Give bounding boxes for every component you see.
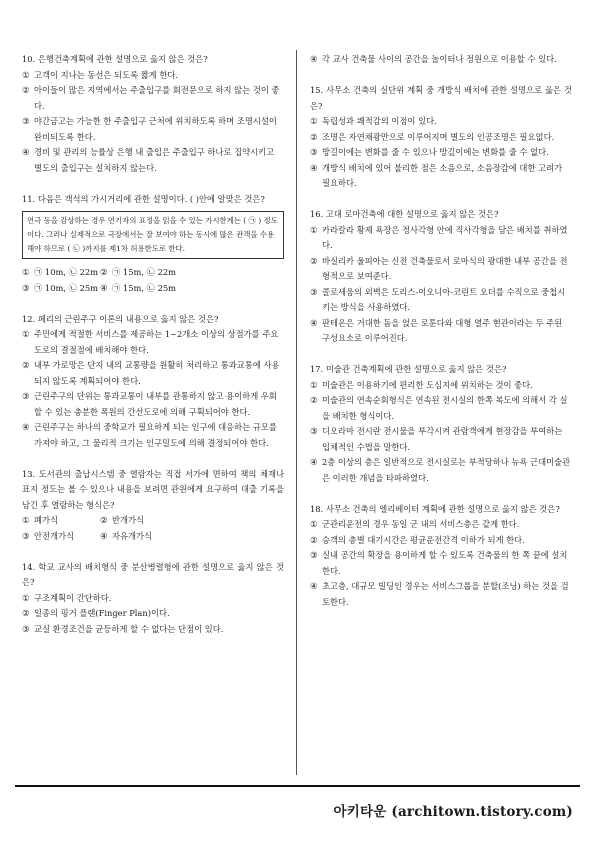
option-number: ③ [22, 623, 30, 634]
column-divider [296, 50, 297, 775]
answer-option [310, 378, 572, 394]
option-text: 실내 공간의 확장을 용이하게 할 수 있도록 건축물의 한 쪽 끝에 설치한다. [322, 550, 568, 576]
footer-rule [15, 785, 580, 787]
option-number: ② [310, 255, 318, 266]
option-text: 콜로세움의 외벽은 도리스-이오니아-코린트 오더를 수직으로 중첩시키는 방식을 사용하였다. [322, 286, 566, 312]
right-column [310, 52, 572, 626]
option-text: 구조계획이 간단하다. [34, 592, 112, 603]
option-number: ② [310, 534, 318, 545]
option-number: ③ [310, 550, 318, 560]
question-block [22, 192, 284, 297]
option-number: ② [22, 360, 30, 370]
option-text: 미술관은 이용하기에 편리한 도심지에 위치하는 것이 좋다. [322, 379, 533, 390]
option-text: 경비 및 관리의 능률상 은행 내 출입은 주출입구 하나로 집약시키고 별도의 출입구는 설치하지 않는다. [34, 147, 275, 173]
option-text: 미술관의 연속순회형식은 연속된 전시실의 한쪽 복도에 의해서 각 실을 배치한 형식이다. [322, 395, 568, 421]
option-text: 근린주구는 하나의 중학교가 필요하게 되는 인구에 대응하는 규모를 가져야 하고, 그 물리적 크기는 인구밀도에 의해 결정되어야 한다. [34, 422, 277, 448]
option-number: ② [100, 267, 108, 277]
question-stem: 14. 학교 교사의 배치형식 중 분산병렬형에 관한 설명으로 옳지 않은 것은? [22, 561, 284, 587]
option-text: 개방식 배치에 있어 불리한 점은 소음으로, 소음장감에 대한 고려가 필요하다. [322, 162, 563, 188]
option-number: ③ [310, 286, 318, 297]
answer-option [310, 533, 572, 549]
answer-option [310, 424, 572, 455]
question-stem: 13. 도서관의 출납시스템 중 열람자는 직접 서가에 면하여 책의 체재나 표지 정도는 볼 수 있으나 내용을 보려면 관원에게 요구하여 대출 기록을 남긴 후 열람하는 형식은? [22, 468, 284, 510]
answer-option [310, 161, 572, 192]
answer-option [22, 358, 284, 389]
option-text: 주민에게 적절한 서비스를 제공하는 1~2개소 이상의 상점가를 주요도로의 결절점에 배치해야 한다. [34, 329, 279, 355]
answer-option [22, 281, 100, 297]
option-text: 아이들이 많은 지역에서는 주출입구를 회전문으로 하지 않는 것이 좋다. [34, 85, 280, 111]
option-text: 승객의 층별 대기시간은 평균운전간격 이하가 되게 한다. [322, 534, 525, 545]
answer-option [310, 114, 572, 130]
question-stem: 18. 사무소 건축의 엘리베이터 계획에 관한 설명으로 옳지 않은 것은? [310, 503, 560, 514]
question-stem: 10. 은행건축계획에 관한 설명으로 옳지 않은 것은? [22, 54, 208, 64]
option-number: ① [310, 519, 318, 529]
answer-options-grid [22, 265, 284, 296]
option-number: ④ [100, 530, 108, 541]
answer-option [310, 393, 572, 424]
answer-option [100, 265, 284, 281]
option-text: 안전개가식 [34, 530, 75, 541]
answer-option [310, 145, 572, 161]
option-number: ④ [310, 317, 318, 328]
option-number: ① [22, 329, 30, 339]
answer-option [310, 254, 572, 285]
answer-option [22, 606, 284, 622]
option-text: 자유개가식 [112, 530, 153, 541]
answer-option [22, 513, 100, 529]
answer-option [310, 455, 572, 486]
question-stem: 16. 고대 로마건축에 대한 설명으로 옳지 않은 것은? [310, 209, 499, 219]
footer-site-credit: 아키타운 (architown.tistory.com) [333, 804, 573, 820]
option-number: ① [22, 267, 30, 277]
answer-option [22, 83, 284, 114]
option-text: 각 교사 건축물 사이의 공간을 놀이터나 정원으로 이용할 수 있다. [322, 54, 557, 64]
answer-option [22, 145, 284, 176]
answer-option [100, 281, 284, 297]
option-text: 고객이 지나는 동선은 되도록 짧게 한다. [34, 69, 179, 80]
option-number: ④ [310, 457, 318, 467]
option-text: 야간금고는 가능한 한 주출입구 근처에 위치하도록 하며 조명시설이 완비되도록 한다. [34, 116, 277, 142]
option-text: 방길이에는 변화를 줄 수 있으나 방깊이에는 변화를 줄 수 없다. [322, 147, 549, 157]
option-text: 폐가식 [34, 515, 59, 525]
question-stem: 17. 미술관 건축계획에 관한 설명으로 옳지 않은 것은? [310, 364, 507, 374]
left-column [22, 52, 284, 653]
answer-option [22, 68, 284, 84]
question-block [22, 52, 284, 176]
question-stem: 15. 사무소 건축의 실단위 계획 중 개방식 배치에 관한 설명으로 옳은 것은? [310, 85, 572, 111]
option-number: ① [22, 69, 30, 80]
answer-option [100, 529, 284, 545]
answer-option [310, 579, 572, 610]
option-number: ② [310, 131, 318, 142]
option-text: ㉠ 10m, ㉡ 22m [34, 267, 98, 277]
question-stem: 12. 페리의 근린주구 이론의 내용으로 옳지 않은 것은? [22, 313, 219, 324]
answer-option [22, 265, 100, 281]
answer-option [310, 52, 572, 68]
option-text: 근린주구의 단위는 통과교통이 내부를 관통하지 않고 용이하게 우회할 수 있는 충분한 폭원의 간선도로에 의해 구획되어야 한다. [34, 391, 277, 417]
answer-option [22, 420, 284, 451]
answer-option [310, 285, 572, 316]
option-number: ④ [310, 54, 318, 64]
question-stem: 11. 다음은 객석의 가시거리에 관한 설명이다. ( )안에 알맞은 것은? [22, 193, 265, 204]
option-text: 카라칼라 황제 욕장은 정사각형 안에 직사각형을 담은 배치를 취하였다. [322, 224, 568, 250]
question-block [22, 467, 284, 545]
question-block [310, 502, 572, 611]
answer-option [22, 114, 284, 145]
option-number: ③ [22, 530, 30, 541]
option-text: 독립성과 쾌적감의 이점이 있다. [322, 116, 437, 126]
option-number: ① [310, 379, 318, 390]
option-number: ① [22, 592, 30, 603]
option-number: ④ [100, 282, 108, 293]
option-text: 일종의 핑거 플랜(Finger Plan)이다. [34, 608, 170, 618]
option-number: ① [22, 515, 30, 525]
option-number: ④ [22, 422, 30, 432]
option-number: ④ [310, 162, 318, 173]
question-block [22, 312, 284, 452]
question-block [310, 362, 572, 486]
option-text: 초고층, 대규모 빌딩인 경우는 서비스그룹을 분할(조닝) 하는 것을 검토한다. [322, 581, 569, 607]
option-number: ③ [22, 116, 30, 126]
option-text: 군관리운전의 경우 동일 군 내의 서비스층은 같게 한다. [322, 519, 520, 529]
option-text: 내부 가로망은 단지 내의 교통량을 원활히 처리하고 통과교통에 사용되지 않도록 계획되어야 한다. [34, 360, 280, 386]
option-number: ③ [22, 282, 30, 293]
question-block [310, 207, 572, 347]
option-number: ② [22, 608, 30, 618]
answer-option [310, 130, 572, 146]
question-passage-box: 연극 등을 감상하는 경우 연기자의 표정을 읽을 수 있는 가시한계는 ( ㉠ ) 정도이다. 그러나 실제적으로 극장에서는 잘 보여야 하는 동시에 많은 관객을 수용해야 하므로 ( ㉡ )까지를 제1차 허용한도로 한다. [22, 211, 284, 259]
option-number: ④ [22, 147, 30, 157]
option-number: ② [310, 395, 318, 405]
option-number: ③ [310, 426, 318, 436]
answer-option [22, 591, 284, 607]
answer-option [100, 513, 284, 529]
option-text: ㉠ 10m, ㉡ 25m [34, 282, 98, 293]
answer-option [310, 316, 572, 347]
answer-option [310, 548, 572, 579]
option-text: 조명은 자연채광만으로 이루어지며 별도의 인공조명은 필요없다. [322, 131, 555, 142]
option-number: ③ [22, 391, 30, 401]
option-number: ④ [310, 581, 318, 591]
option-number: ② [22, 85, 30, 95]
option-number: ② [100, 515, 108, 525]
option-number: ① [310, 116, 318, 126]
option-text: 디오라마 전시란 전시물을 부각시켜 관람객에게 현장감을 부여하는 입체적인 수법을 말한다. [322, 426, 563, 452]
answer-option [22, 389, 284, 420]
option-text: 반개가식 [112, 515, 145, 525]
answer-option [22, 327, 284, 358]
answer-option [22, 622, 284, 638]
option-text: 2층 이상의 층은 일반적으로 전시실로는 부적당하나 뉴욕 근대미술관은 이러한 개념을 타파하였다. [322, 457, 571, 483]
answer-option [310, 517, 572, 533]
option-number: ③ [310, 147, 318, 157]
option-text: 바실리카 울피아는 신전 건축물로서 로마식의 광대한 내부 공간을 전형적으로 보여준다. [322, 255, 568, 281]
option-text: 판테온은 거대한 돔을 얹은 로툰다와 대형 열주 현관이라는 두 주된 구성요소로 이루어진다. [322, 317, 563, 343]
question-block [22, 560, 284, 638]
question-block [310, 83, 572, 192]
option-number: ① [310, 224, 318, 235]
option-text: 교실 환경조건을 균등하게 할 수 없다는 단점이 있다. [34, 623, 224, 634]
option-text: ㉠ 15m, ㉡ 25m [112, 282, 176, 293]
option-text: ㉠ 15m, ㉡ 22m [112, 267, 176, 277]
answer-options-grid [22, 513, 284, 544]
question-block [310, 52, 572, 68]
answer-option [310, 223, 572, 254]
answer-option [22, 529, 100, 545]
